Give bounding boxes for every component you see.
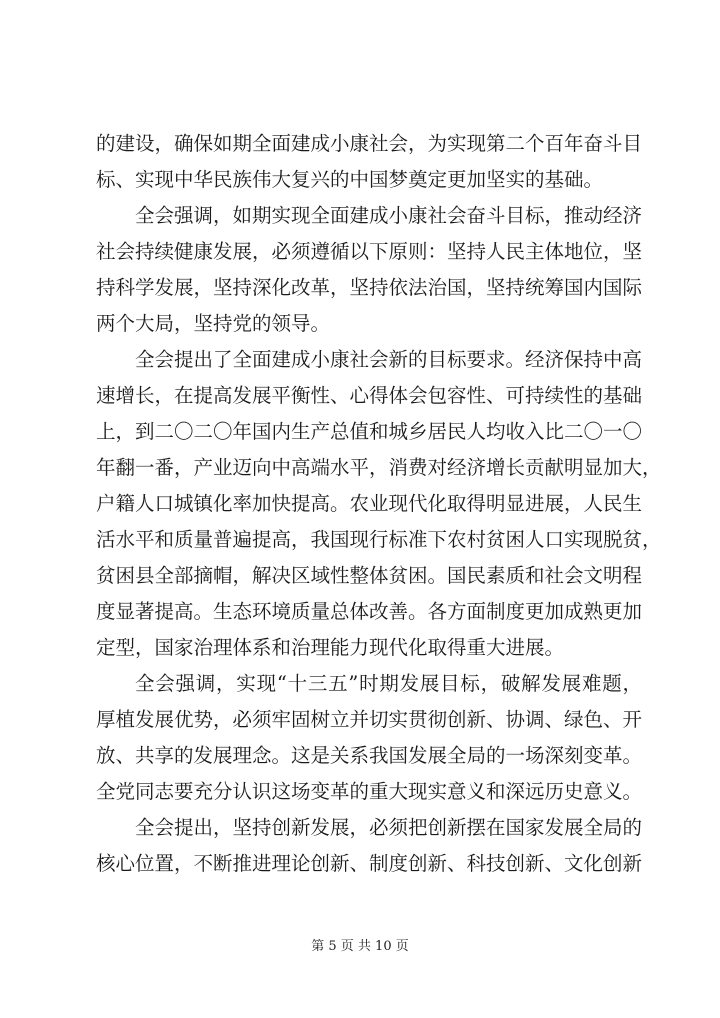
page-number-footer: 第 5 页 共 10 页 (311, 939, 409, 954)
text-line: 户籍人口城镇化率加快提高。农业现代化取得明显进展，人民生 (96, 492, 643, 515)
text-line: 厚植发展优势，必须牢固树立并切实贯彻创新、协调、绿色、开 (96, 708, 643, 731)
text-line: 活水平和质量普遍提高，我国现行标准下农村贫困人口实现脱贫， (96, 528, 662, 551)
text-line: 持科学发展，坚持深化改革，坚持依法治国，坚持统筹国内国际 (96, 276, 643, 299)
text-line: 速增长，在提高发展平衡性、心得体会包容性、可持续性的基础 (96, 384, 643, 407)
text-line: 全会强调，实现“十三五”时期发展目标，破解发展难题， (135, 672, 642, 695)
body-text (96, 126, 662, 882)
text-line: 全会提出，坚持创新发展，必须把创新摆在国家发展全局的 (135, 816, 643, 839)
text-line: 两个大局，坚持党的领导。 (96, 312, 331, 335)
text-line: 社会持续健康发展，必须遵循以下原则：坚持人民主体地位，坚 (96, 240, 643, 263)
text-line: 定型，国家治理体系和治理能力现代化取得重大进展。 (96, 636, 565, 659)
text-line: 全会强调，如期实现全面建成小康社会奋斗目标，推动经济 (135, 204, 643, 227)
text-line: 全会提出了全面建成小康社会新的目标要求。经济保持中高 (135, 348, 643, 371)
text-line: 年翻一番，产业迈向中高端水平，消费对经济增长贡献明显加大， (96, 456, 662, 479)
text-line: 贫困县全部摘帽，解决区域性整体贫困。国民素质和社会文明程 (96, 564, 643, 587)
text-line: 上，到二〇二〇年国内生产总值和城乡居民人均收入比二〇一〇 (96, 420, 643, 443)
text-line: 度显著提高。生态环境质量总体改善。各方面制度更加成熟更加 (96, 600, 643, 623)
text-line: 全党同志要充分认识这场变革的重大现实意义和深远历史意义。 (96, 780, 643, 803)
text-line: 核心位置，不断推进理论创新、制度创新、科技创新、文化创新 (96, 852, 643, 875)
text-line: 标、实现中华民族伟大复兴的中国梦奠定更加坚实的基础。 (96, 168, 604, 191)
text-line: 的建设，确保如期全面建成小康社会，为实现第二个百年奋斗目 (96, 132, 643, 155)
text-line: 放、共享的发展理念。这是关系我国发展全局的一场深刻变革。 (96, 744, 643, 767)
